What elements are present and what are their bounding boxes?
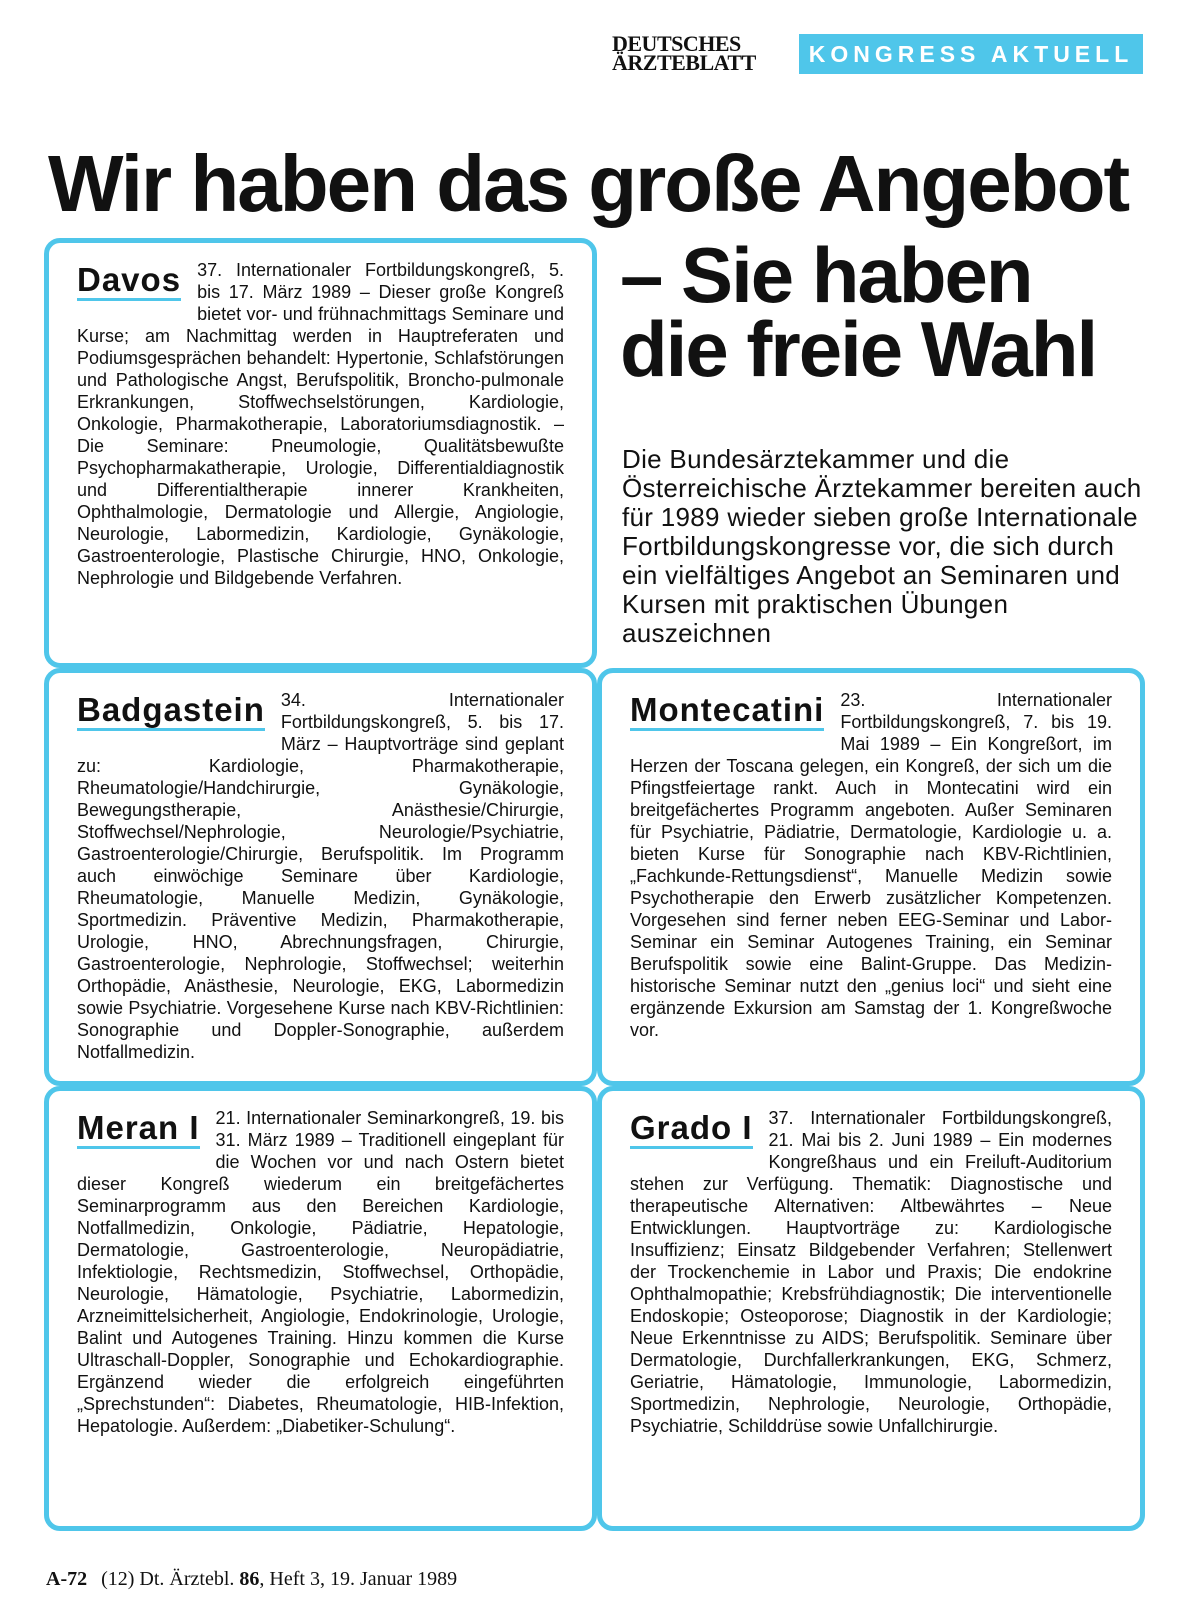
congress-city: Davos (77, 263, 181, 301)
masthead-line-1: DEUTSCHES (612, 31, 741, 56)
congress-box-grado (597, 1086, 1145, 1531)
congress-city: Montecatini (630, 693, 824, 731)
congress-body (630, 1107, 1112, 1437)
congress-box-badgastein (44, 668, 597, 1086)
page-footer (46, 1568, 457, 1591)
masthead-logo (612, 31, 756, 75)
headline-continuation (620, 231, 1097, 393)
congress-box-meran (44, 1086, 597, 1531)
congress-text: 23. Internationaler Fortbildungskongreß, 7. bis 19. Mai 1989 – Ein Kongreßort, im Herzen der Toscana gelegen, ein Kongreß, der sich um die Pfingstfeiertage rankt. Auch in Montecatini wird ein breitgefächertes Programm angeboten. Außer Seminaren für Psychiatrie, Pädiatrie, Dermatologie, Kardiologie u. a. bieten Kurse für Sonographie nach KBV-Richtlinien, „Fachkunde-Rettungsdienst“, Manuelle Medizin sowie Psychotherapie den Erwerb zusätzlicher Kompetenzen. Vorgesehen sind ferner neben EEG-Seminar und Labor-Seminar ein Seminar Autogenes Training, ein Seminar Berufspolitik sowie eine Balint-Gruppe. Das Medizin-historische Seminar nutzt den „genius loci“ und sieht eine ergänzende Exkursion am Samstag der 1. Kongreßwoche vor. (630, 690, 1112, 1040)
headline-line-3: die freie Wahl (620, 305, 1097, 393)
section-banner: KONGRESS AKTUELL (799, 34, 1143, 74)
congress-city: Grado I (630, 1111, 753, 1149)
congress-text: 37. Internationaler Fortbildungskongreß, 21. Mai bis 2. Juni 1989 – Ein modernes Kongreßhaus und ein Freiluft-Auditorium stehen zur Verfügung. Thematik: Diagnostische und therapeutische Alternativen: Altbewährtes – Neue Entwicklungen. Hauptvorträge zu: Kardiologische Insuffizienz; Einsatz Bildgebender Verfahren; Stellenwert der Trockenchemie in Labor und Praxis; Die endokrine Ophthalmopathie; Krebsfrühdiagnostik; Die interventionelle Endoskopie; Osteoporose; Diagnostik in der Kardiologie; Neue Erkenntnisse zu AIDS; Berufspolitik. Seminare über Dermatologie, Durchfallerkrankungen, EKG, Schmerz, Geriatrie, Hämatologie, Immunologie, Labormedizin, Sportmedizin, Nephrologie, Neurologie, Orthopädie, Psychiatrie, Schilddrüse sowie Unfallchirurgie. (630, 1108, 1112, 1436)
citation-prefix: (12) Dt. Ärztebl. (101, 1568, 235, 1590)
congress-body (77, 1107, 564, 1437)
masthead-line-2: ÄRZTEBLATT (612, 50, 756, 75)
congress-text: 34. Internationaler Fortbildungskongreß, 5. bis 17. März – Hauptvorträge sind geplant zu: Kardiologie, Pharmakotherapie, Rheumatologie/Handchirurgie, Gynäkologie, Bewegungstherapie, Anästhesie/Chirurgie, Stoffwechsel/Nephrologie, Neurologie/Psychiatrie, Gastroenterologie/Chirurgie, Berufspolitik. Im Programm auch einwöchige Seminare über Kardiologie, Rheumatologie, Manuelle Medizin, Gynäkologie, Sportmedizin. Präventive Medizin, Pharmakotherapie, Urologie, HNO, Abrechnungsfragen, Chirurgie, Gastroenterologie, Nephrologie, Stoffwechsel; weiterhin Orthopädie, Anästhesie, Neurologie, EKG, Labormedizin sowie Psychiatrie. Vorgesehene Kurse nach KBV-Richtlinien: Sonographie und Doppler-Sonographie, außerdem Notfallmedizin. (77, 690, 564, 1062)
congress-box-davos (44, 238, 597, 668)
headline: Wir haben das große Angebot (48, 139, 1129, 228)
congress-body (77, 689, 564, 1063)
congress-text: 21. Internationaler Seminarkongreß, 19. bis 31. März 1989 – Traditionell eingeplant für die Wochen vor und nach Ostern bietet dieser Kongreß wiederum ein breitgefächertes Seminarprogramm aus den Bereichen Kardiologie, Notfallmedizin, Onkologie, Pädiatrie, Hepatologie, Dermatologie, Gastroenterologie, Neuropädiatrie, Infektiologie, Rechtsmedizin, Stoffwechsel, Orthopädie, Neurologie, Hämatologie, Psychiatrie, Labormedizin, Arzneimittelsicherheit, Angiologie, Endokrinologie, Urologie, Balint und Autogenes Training. Hinzu kommen die Kurse Ultraschall-Doppler, Sonographie und Echokardiographie. Ergänzend wieder die erfolgreich eingeführten „Sprechstunden“: Diabetes, Rheumatologie, HIB-Infektion, Hepatologie. Außerdem: „Diabetiker-Schulung“. (77, 1108, 564, 1436)
congress-box-montecatini (597, 668, 1145, 1086)
congress-city: Meran I (77, 1111, 200, 1149)
intro-paragraph: Die Bundesärztekammer und die Österreichische Ärztekammer bereiten auch für 1989 wieder sieben große Internationale Fortbildungskongresse vor, die sich durch ein vielfältiges Angebot an Seminaren und Kursen mit praktischen Übungen auszeichnen (622, 444, 1142, 648)
congress-body (630, 689, 1112, 1041)
headline-line-2: – Sie haben (620, 231, 1032, 319)
page-number: A-72 (46, 1568, 88, 1590)
congress-text: 37. Internationaler Fortbildungskongreß, 5. bis 17. März 1989 – Dieser große Kongreß bietet vor- und frühnachmittags Seminare und Kurse; am Nachmittag werden in Hauptreferaten und Podiumsgesprächen behandelt: Hypertonie, Schlafstörungen und Pathologische Angst, Berufspolitik, Broncho-pulmonale Erkrankungen, Stoffwechselstörungen, Kardiologie, Onkologie, Pharmakotherapie, Laboratoriumsdiagnostik. – Die Seminare: Pneumologie, Qualitätsbewußte Psychopharmakatherapie, Urologie, Differentialdiagnostik und Differentialtherapie innerer Krankheiten, Ophthalmologie, Dermatologie und Allergie, Angiologie, Neurologie, Labormedizin, Kardiologie, Gynäkologie, Gastroenterologie, Plastische Chirurgie, HNO, Onkologie, Nephrologie und Bildgebende Verfahren. (77, 260, 564, 588)
citation-suffix: , Heft 3, 19. Januar 1989 (259, 1568, 458, 1590)
congress-body (77, 259, 564, 589)
citation-volume: 86 (239, 1568, 260, 1590)
congress-city: Badgastein (77, 693, 265, 731)
